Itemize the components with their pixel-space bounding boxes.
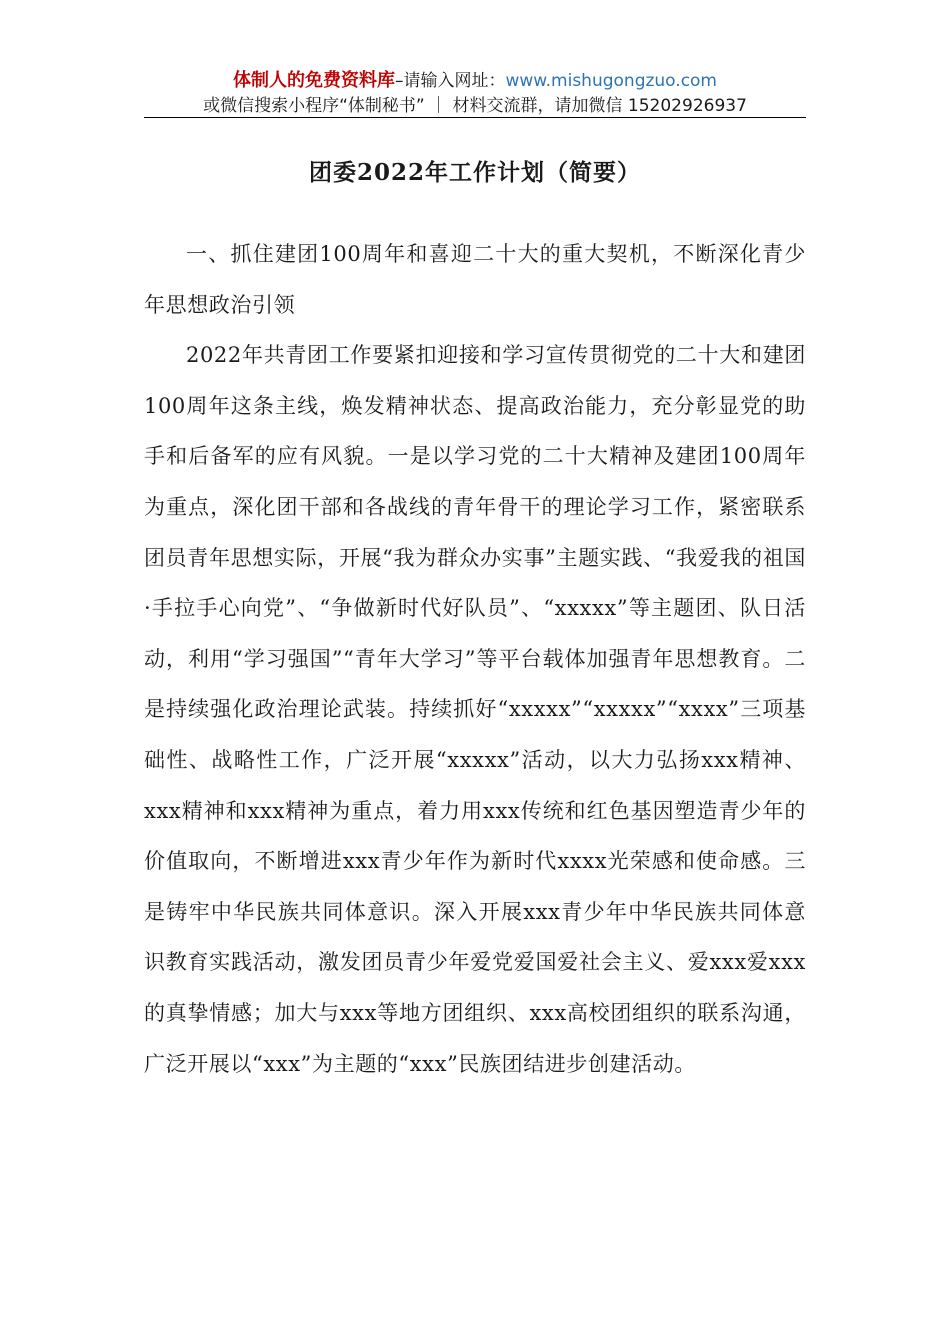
header-brand: 体制人的免费资料库: [232, 70, 395, 91]
header-url-link[interactable]: www.mishugongzuo.com: [505, 71, 717, 91]
section-heading-1: 一、抓住建团100周年和喜迎二十大的重大契机，不断深化青少年思想政治引领: [144, 242, 806, 317]
page-header: [144, 68, 806, 118]
body-paragraph-1: 2022年共青团工作要紧扣迎接和学习宣传贯彻党的二十大和建团100周年这条主线，焕发精神状态、提高政治能力，充分彰显党的助手和后备军的应有风貌。一是以学习党的二十大精神及建团100周年为重点，深化团干部和各战线的青年骨干的理论学习工作，紧密联系团员青年思想实际，开展“我为群众办实事”主题实践、“我爱我的祖国·手拉手心向党”、“争做新时代好队员”、“xxxxx”等主题团、队日活动，利用“学习强国”“青年大学习”等平台载体加强青年思想教育。二是持续强化政治理论武装。持续抓好“xxxxx”“xxxxx”“xxxx”三项基础性、战略性工作，广泛开展“xxxxx”活动，以大力弘扬xxx精神、xxx精神和xxx精神为重点，着力用xxx传统和红色基因塑造青少年的价值取向，不断增进xxx青少年作为新时代xxxx光荣感和使命感。三是铸牢中华民族共同体意识。深入开展xxx青少年中华民族共同体意识教育实践活动，激发团员青少年爱党爱国爱社会主义、爱xxx爱xxx的真挚情感；加大与xxx等地方团组织、xxx高校团组织的联系沟通，广泛开展以“xxx”为主题的“xxx”民族团结进步创建活动。: [144, 343, 806, 1076]
header-prompt: –请输入网址：: [394, 71, 506, 91]
document-title: 团委2022年工作计划（简要）: [308, 159, 641, 186]
header-line-1: [144, 68, 806, 94]
header-line-2: 或微信搜索小程序“体制秘书” ｜ 材料交流群，请加微信 15202926937: [203, 96, 747, 116]
header-divider: [144, 117, 806, 118]
document-body: [144, 229, 806, 1089]
